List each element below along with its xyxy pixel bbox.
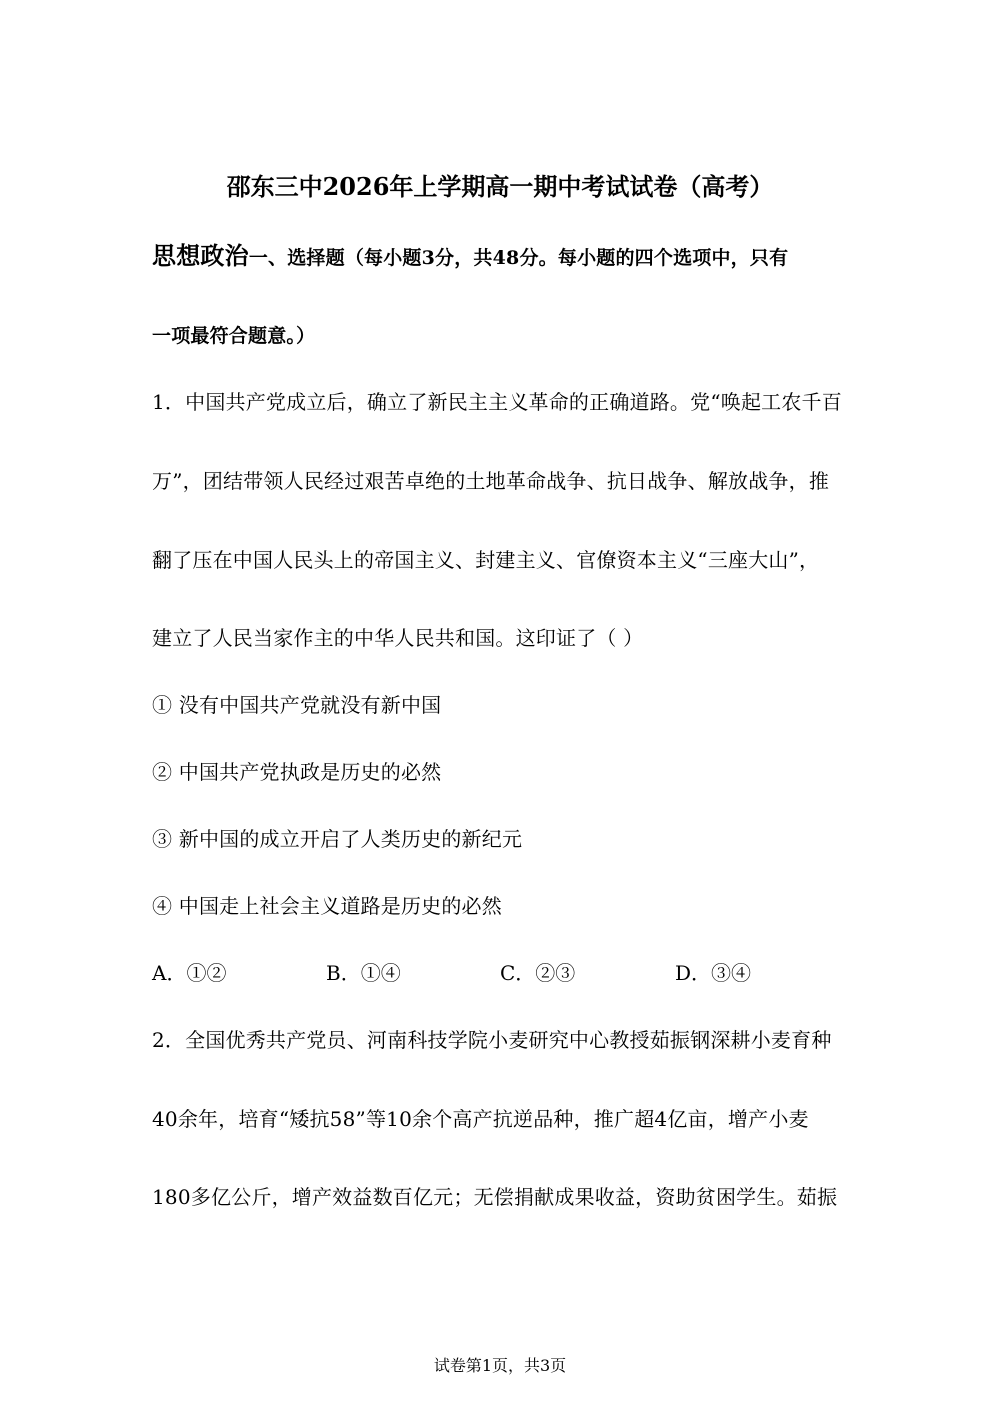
page-footer: 试卷第1页，共3页 xyxy=(433,1356,567,1375)
choice-a[interactable]: A．①② xyxy=(152,961,227,985)
choice-d[interactable]: D．③④ xyxy=(675,961,752,985)
question-1-choices xyxy=(152,959,852,987)
question-1-statement-3: ③ 新中国的成立开启了人类历史的新纪元 xyxy=(152,827,523,851)
choice-b[interactable]: B．①④ xyxy=(326,961,401,985)
question-2-line-2: 40余年，培育“矮抗58”等10余个高产抗逆品种，推广超4亿亩，增产小麦 xyxy=(152,1107,809,1131)
question-2-line-1: 2．全国优秀共产党员、河南科技学院小麦研究中心教授茹振钢深耕小麦育种 xyxy=(152,1028,832,1052)
choice-c[interactable]: C．②③ xyxy=(500,961,576,985)
question-1-line-2: 万”，团结带领人民经过艰苦卓绝的土地革命战争、抗日战争、解放战争，推 xyxy=(152,469,830,493)
question-2-line-3: 180多亿公斤，增产效益数百亿元；无偿捐献成果收益，资助贫困学生。茹振 xyxy=(152,1185,838,1209)
question-1-line-1: 1．中国共产党成立后，确立了新民主主义革命的正确道路。党“唤起工农千百 xyxy=(152,390,842,414)
question-1-line-4: 建立了人民当家作主的中华人民共和国。这印证了（ ） xyxy=(152,626,644,650)
subject-name: 思想政治 xyxy=(152,241,249,270)
question-1-statement-2: ② 中国共产党执政是历史的必然 xyxy=(152,760,442,784)
section-instructions-line-1: 一、选择题（每小题3分，共48分。每小题的四个选项中，只有 xyxy=(248,247,789,269)
question-1-statement-4: ④ 中国走上社会主义道路是历史的必然 xyxy=(152,894,502,918)
section-heading xyxy=(152,242,788,272)
exam-title: 邵东三中2026年上学期高一期中考试试卷（高考） xyxy=(226,172,774,201)
section-instructions-line-2: 一项最符合题意。） xyxy=(152,325,316,347)
question-1-line-3: 翻了压在中国人民头上的帝国主义、封建主义、官僚资本主义“三座大山”， xyxy=(152,548,820,572)
question-1-statement-1: ① 没有中国共产党就没有新中国 xyxy=(152,693,442,717)
